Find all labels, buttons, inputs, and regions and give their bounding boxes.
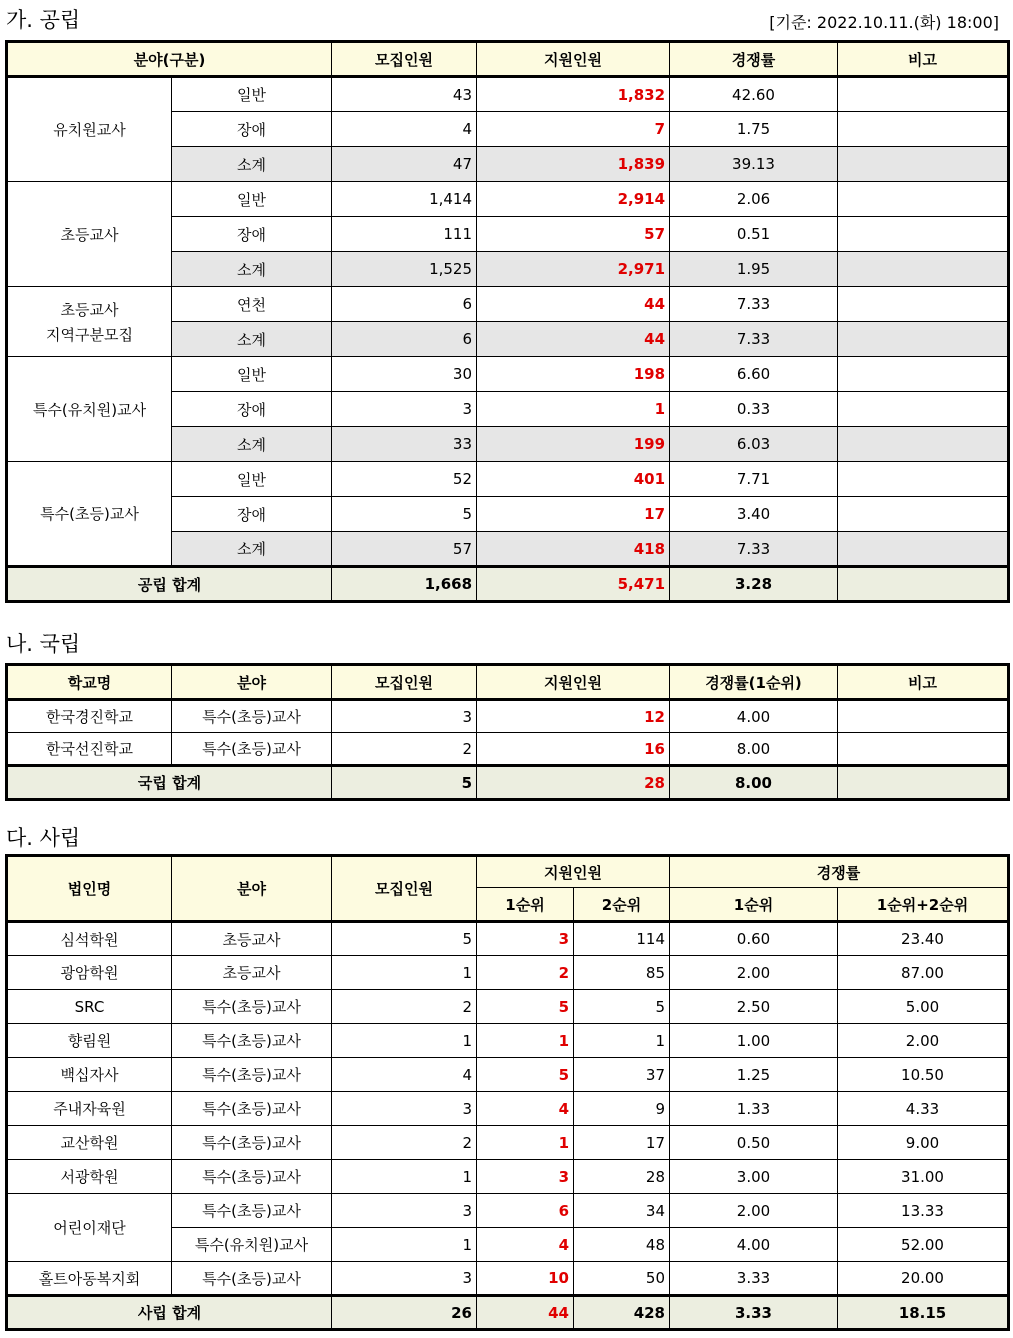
sub-type: 연천 [172,287,332,322]
apply-first: 3 [477,1160,574,1194]
section-title-national: 나. 국립 [6,632,81,656]
ratio-both: 31.00 [838,1160,1009,1194]
total-apply: 5,471 [477,567,670,602]
corp-name: 심석학원 [7,922,172,956]
apply-second: 28 [574,1160,670,1194]
ratio-first: 2.00 [670,956,838,990]
category-name: 초등교사 [7,182,172,287]
table-row [7,182,1009,217]
corp-name: SRC [7,990,172,1024]
header-school: 학교명 [7,665,172,700]
recruit: 6 [332,287,477,322]
table-row [7,1160,1009,1194]
category-name: 유치원교사 [7,77,172,182]
apply-first: 5 [477,1058,574,1092]
header-recruit: 모집인원 [332,856,477,922]
sub-type: 소계 [172,427,332,462]
apply-first: 1 [477,1126,574,1160]
ratio: 8.00 [670,733,838,766]
sub-type: 소계 [172,147,332,182]
apply: 1,839 [477,147,670,182]
category-line: 초등교사 [60,300,119,319]
header-field: 분야(구분) [7,42,332,77]
corp-name: 어린이재단 [7,1194,172,1262]
ratio-both: 13.33 [838,1194,1009,1228]
recruit: 1 [332,956,477,990]
public-table [5,40,1010,603]
field: 특수(초등)교사 [172,1160,332,1194]
note [838,182,1009,217]
table-row [7,1058,1009,1092]
note [838,497,1009,532]
header-apply: 지원인원 [477,665,670,700]
apply: 198 [477,357,670,392]
apply: 418 [477,532,670,567]
sub-type: 일반 [172,77,332,112]
recruit: 5 [332,497,477,532]
corp-name: 백십자사 [7,1058,172,1092]
header-field: 분야 [172,856,332,922]
corp-name: 광암학원 [7,956,172,990]
apply: 199 [477,427,670,462]
recruit: 1,414 [332,182,477,217]
table-row [7,462,1009,497]
recruit: 5 [332,922,477,956]
corp-name: 향림원 [7,1024,172,1058]
recruit: 47 [332,147,477,182]
note [838,77,1009,112]
ratio-first: 1.25 [670,1058,838,1092]
header-ratio: 경쟁률 [670,856,1009,888]
apply: 401 [477,462,670,497]
ratio: 42.60 [670,77,838,112]
field: 초등교사 [172,922,332,956]
recruit: 33 [332,427,477,462]
table-row [7,287,1009,322]
field: 특수(초등)교사 [172,1194,332,1228]
apply: 17 [477,497,670,532]
note [838,252,1009,287]
field: 특수(초등)교사 [172,1262,332,1296]
apply: 2,914 [477,182,670,217]
recruit: 57 [332,532,477,567]
recruit: 6 [332,322,477,357]
recruit: 4 [332,1058,477,1092]
recruit: 52 [332,462,477,497]
school-name: 한국선진학교 [7,733,172,766]
header-ratio: 경쟁률 [670,42,838,77]
total-apply: 28 [477,766,670,800]
ratio-both: 10.50 [838,1058,1009,1092]
total-label: 국립 합계 [7,766,332,800]
total-ratio: 8.00 [670,766,838,800]
note [838,217,1009,252]
total-recruit: 5 [332,766,477,800]
total-label: 사립 합계 [7,1296,332,1330]
recruit: 1 [332,1024,477,1058]
apply-first: 2 [477,956,574,990]
recruit: 4 [332,112,477,147]
note [838,567,1009,602]
field: 초등교사 [172,956,332,990]
corp-name: 교산학원 [7,1126,172,1160]
apply-first: 4 [477,1092,574,1126]
ratio-first: 3.33 [670,1262,838,1296]
apply-first: 3 [477,922,574,956]
total-recruit: 26 [332,1296,477,1330]
header-field: 분야 [172,665,332,700]
apply-second: 50 [574,1262,670,1296]
field: 특수(초등)교사 [172,733,332,766]
table-row [7,1126,1009,1160]
apply: 44 [477,322,670,357]
ratio-first: 0.50 [670,1126,838,1160]
field: 특수(초등)교사 [172,990,332,1024]
table-row [7,357,1009,392]
apply: 57 [477,217,670,252]
total-row [7,766,1009,800]
header-ratio-first: 1순위 [670,888,838,922]
table-row [7,922,1009,956]
sub-type: 일반 [172,357,332,392]
header-apply: 지원인원 [477,42,670,77]
ratio: 0.51 [670,217,838,252]
total-recruit: 1,668 [332,567,477,602]
header-ratio-first: 경쟁률(1순위) [670,665,838,700]
ratio-first: 4.00 [670,1228,838,1262]
apply-second: 114 [574,922,670,956]
recruit: 3 [332,392,477,427]
table-row [7,1092,1009,1126]
note [838,112,1009,147]
total-ratio: 3.28 [670,567,838,602]
ratio: 7.33 [670,322,838,357]
note [838,357,1009,392]
ratio: 7.33 [670,532,838,567]
note [838,462,1009,497]
sub-type: 소계 [172,322,332,357]
ratio-first: 1.00 [670,1024,838,1058]
sub-type: 소계 [172,252,332,287]
apply-second: 34 [574,1194,670,1228]
corp-name: 서광학원 [7,1160,172,1194]
corp-name: 홀트아동복지회 [7,1262,172,1296]
field: 특수(초등)교사 [172,1058,332,1092]
table-row [7,1262,1009,1296]
header-corp: 법인명 [7,856,172,922]
header-apply-first: 1순위 [477,888,574,922]
apply: 7 [477,112,670,147]
ratio-both: 2.00 [838,1024,1009,1058]
sub-type: 장애 [172,497,332,532]
header-note: 비고 [838,665,1009,700]
note [838,532,1009,567]
ratio: 1.95 [670,252,838,287]
total-apply-first: 44 [477,1296,574,1330]
table-row [7,1024,1009,1058]
apply-first: 6 [477,1194,574,1228]
ratio-both: 20.00 [838,1262,1009,1296]
table-row [7,990,1009,1024]
apply-second: 85 [574,956,670,990]
category-line: 지역구분모집 [46,325,133,344]
recruit: 3 [332,1092,477,1126]
header-apply: 지원인원 [477,856,670,888]
school-name: 한국경진학교 [7,700,172,733]
ratio-both: 23.40 [838,922,1009,956]
total-ratio-both: 18.15 [838,1296,1009,1330]
ratio-first: 1.33 [670,1092,838,1126]
private-table [5,854,1010,1331]
header-note: 비고 [838,42,1009,77]
table-row [7,1194,1009,1228]
category-name: 특수(초등)교사 [7,462,172,567]
recruit: 2 [332,733,477,766]
ratio: 6.03 [670,427,838,462]
recruit: 1,525 [332,252,477,287]
header-ratio-both: 1순위+2순위 [838,888,1009,922]
table-row [7,733,1009,766]
apply: 16 [477,733,670,766]
total-row [7,567,1009,602]
ratio-both: 5.00 [838,990,1009,1024]
note [838,700,1009,733]
category-name: 특수(유치원)교사 [7,357,172,462]
ratio: 2.06 [670,182,838,217]
ratio-first: 2.50 [670,990,838,1024]
note [838,392,1009,427]
ratio: 39.13 [670,147,838,182]
recruit: 3 [332,1194,477,1228]
header-recruit: 모집인원 [332,665,477,700]
section-title-private: 다. 사립 [6,826,81,850]
ratio: 1.75 [670,112,838,147]
field: 특수(초등)교사 [172,700,332,733]
recruit: 1 [332,1228,477,1262]
national-table [5,663,1010,801]
apply: 1 [477,392,670,427]
apply-second: 5 [574,990,670,1024]
apply-second: 9 [574,1092,670,1126]
apply: 12 [477,700,670,733]
recruit: 3 [332,1262,477,1296]
apply-second: 37 [574,1058,670,1092]
ratio-both: 9.00 [838,1126,1009,1160]
corp-name: 주내자육원 [7,1092,172,1126]
ratio: 7.71 [670,462,838,497]
header-recruit: 모집인원 [332,42,477,77]
table-row [7,700,1009,733]
ratio: 0.33 [670,392,838,427]
ratio: 3.40 [670,497,838,532]
field: 특수(초등)교사 [172,1126,332,1160]
total-row [7,1296,1009,1330]
recruit: 2 [332,1126,477,1160]
ratio-first: 0.60 [670,922,838,956]
total-ratio-first: 3.33 [670,1296,838,1330]
recruit: 43 [332,77,477,112]
category-name [7,287,172,357]
sub-type: 일반 [172,462,332,497]
apply-first: 5 [477,990,574,1024]
field: 특수(유치원)교사 [172,1228,332,1262]
ratio-first: 3.00 [670,1160,838,1194]
section-title-public: 가. 공립 [6,8,81,32]
apply: 2,971 [477,252,670,287]
ratio-both: 52.00 [838,1228,1009,1262]
sub-type: 장애 [172,112,332,147]
header-apply-second: 2순위 [574,888,670,922]
sub-type: 장애 [172,392,332,427]
recruit: 111 [332,217,477,252]
ratio-both: 87.00 [838,956,1009,990]
ratio-both: 4.33 [838,1092,1009,1126]
recruit: 2 [332,990,477,1024]
apply-first: 4 [477,1228,574,1262]
note [838,427,1009,462]
ratio: 7.33 [670,287,838,322]
table-row [7,77,1009,112]
note [838,287,1009,322]
recruit: 1 [332,1160,477,1194]
field: 특수(초등)교사 [172,1092,332,1126]
sub-type: 소계 [172,532,332,567]
apply-first: 1 [477,1024,574,1058]
apply: 1,832 [477,77,670,112]
total-apply-second: 428 [574,1296,670,1330]
note [838,733,1009,766]
apply-second: 17 [574,1126,670,1160]
total-label: 공립 합계 [7,567,332,602]
note [838,147,1009,182]
timestamp: [기준: 2022.10.11.(화) 18:00] [769,13,999,32]
note [838,766,1009,800]
ratio: 4.00 [670,700,838,733]
recruit: 3 [332,700,477,733]
apply-second: 48 [574,1228,670,1262]
apply-first: 10 [477,1262,574,1296]
recruit: 30 [332,357,477,392]
sub-type: 장애 [172,217,332,252]
apply: 44 [477,287,670,322]
ratio: 6.60 [670,357,838,392]
apply-second: 1 [574,1024,670,1058]
sub-type: 일반 [172,182,332,217]
table-row [7,956,1009,990]
ratio-first: 2.00 [670,1194,838,1228]
note [838,322,1009,357]
field: 특수(초등)교사 [172,1024,332,1058]
